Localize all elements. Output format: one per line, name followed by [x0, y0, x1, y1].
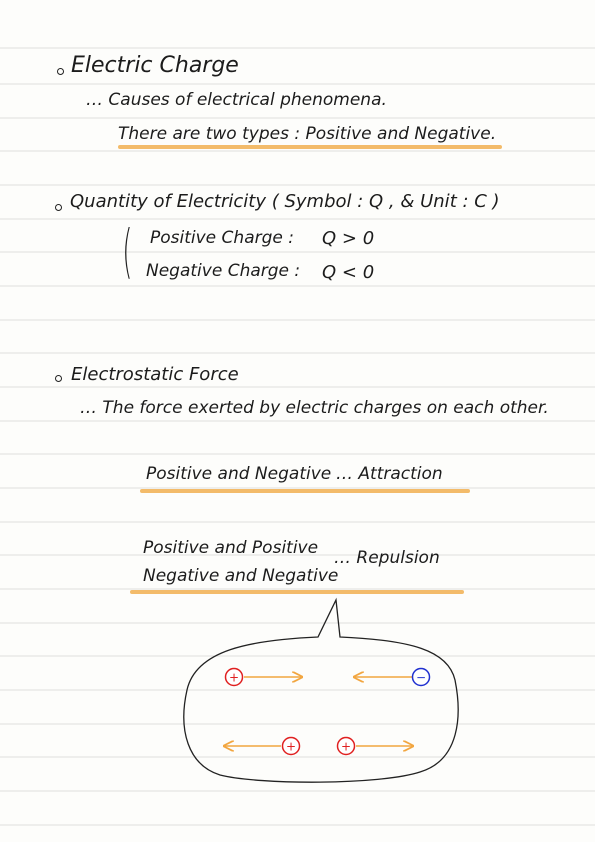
charge-types: There are two types : Positive and Negative.: [118, 124, 497, 144]
negative-charge-value: Q < 0: [322, 262, 375, 283]
plus-symbol-3: +: [340, 739, 352, 754]
plus-symbol-2: +: [285, 739, 297, 754]
attraction-result: … Attraction: [336, 464, 443, 484]
section-title-electrostatic-force: Electrostatic Force: [71, 364, 239, 385]
section-title-electric-charge: Electric Charge: [71, 53, 239, 78]
repulsion-result: … Repulsion: [334, 548, 440, 568]
charge-description: … Causes of electrical phenomena.: [86, 90, 387, 110]
repulsion-pair-negative: Negative and Negative: [143, 566, 339, 586]
force-definition: … The force exerted by electric charges on each other.: [80, 398, 549, 418]
section-title-quantity: Quantity of Electricity ( Symbol : Q , & Unit : C ): [70, 191, 500, 212]
bracket: (: [122, 217, 133, 285]
negative-charge-label: Negative Charge :: [146, 261, 301, 281]
positive-charge-value: Q > 0: [322, 228, 375, 249]
minus-symbol-1: −: [415, 670, 427, 685]
speech-bubble: [184, 600, 458, 782]
attraction-pair: Positive and Negative: [146, 464, 332, 484]
positive-charge-label: Positive Charge :: [150, 228, 294, 248]
repulsion-pair-positive: Positive and Positive: [143, 538, 319, 558]
plus-symbol-1: +: [228, 670, 240, 685]
